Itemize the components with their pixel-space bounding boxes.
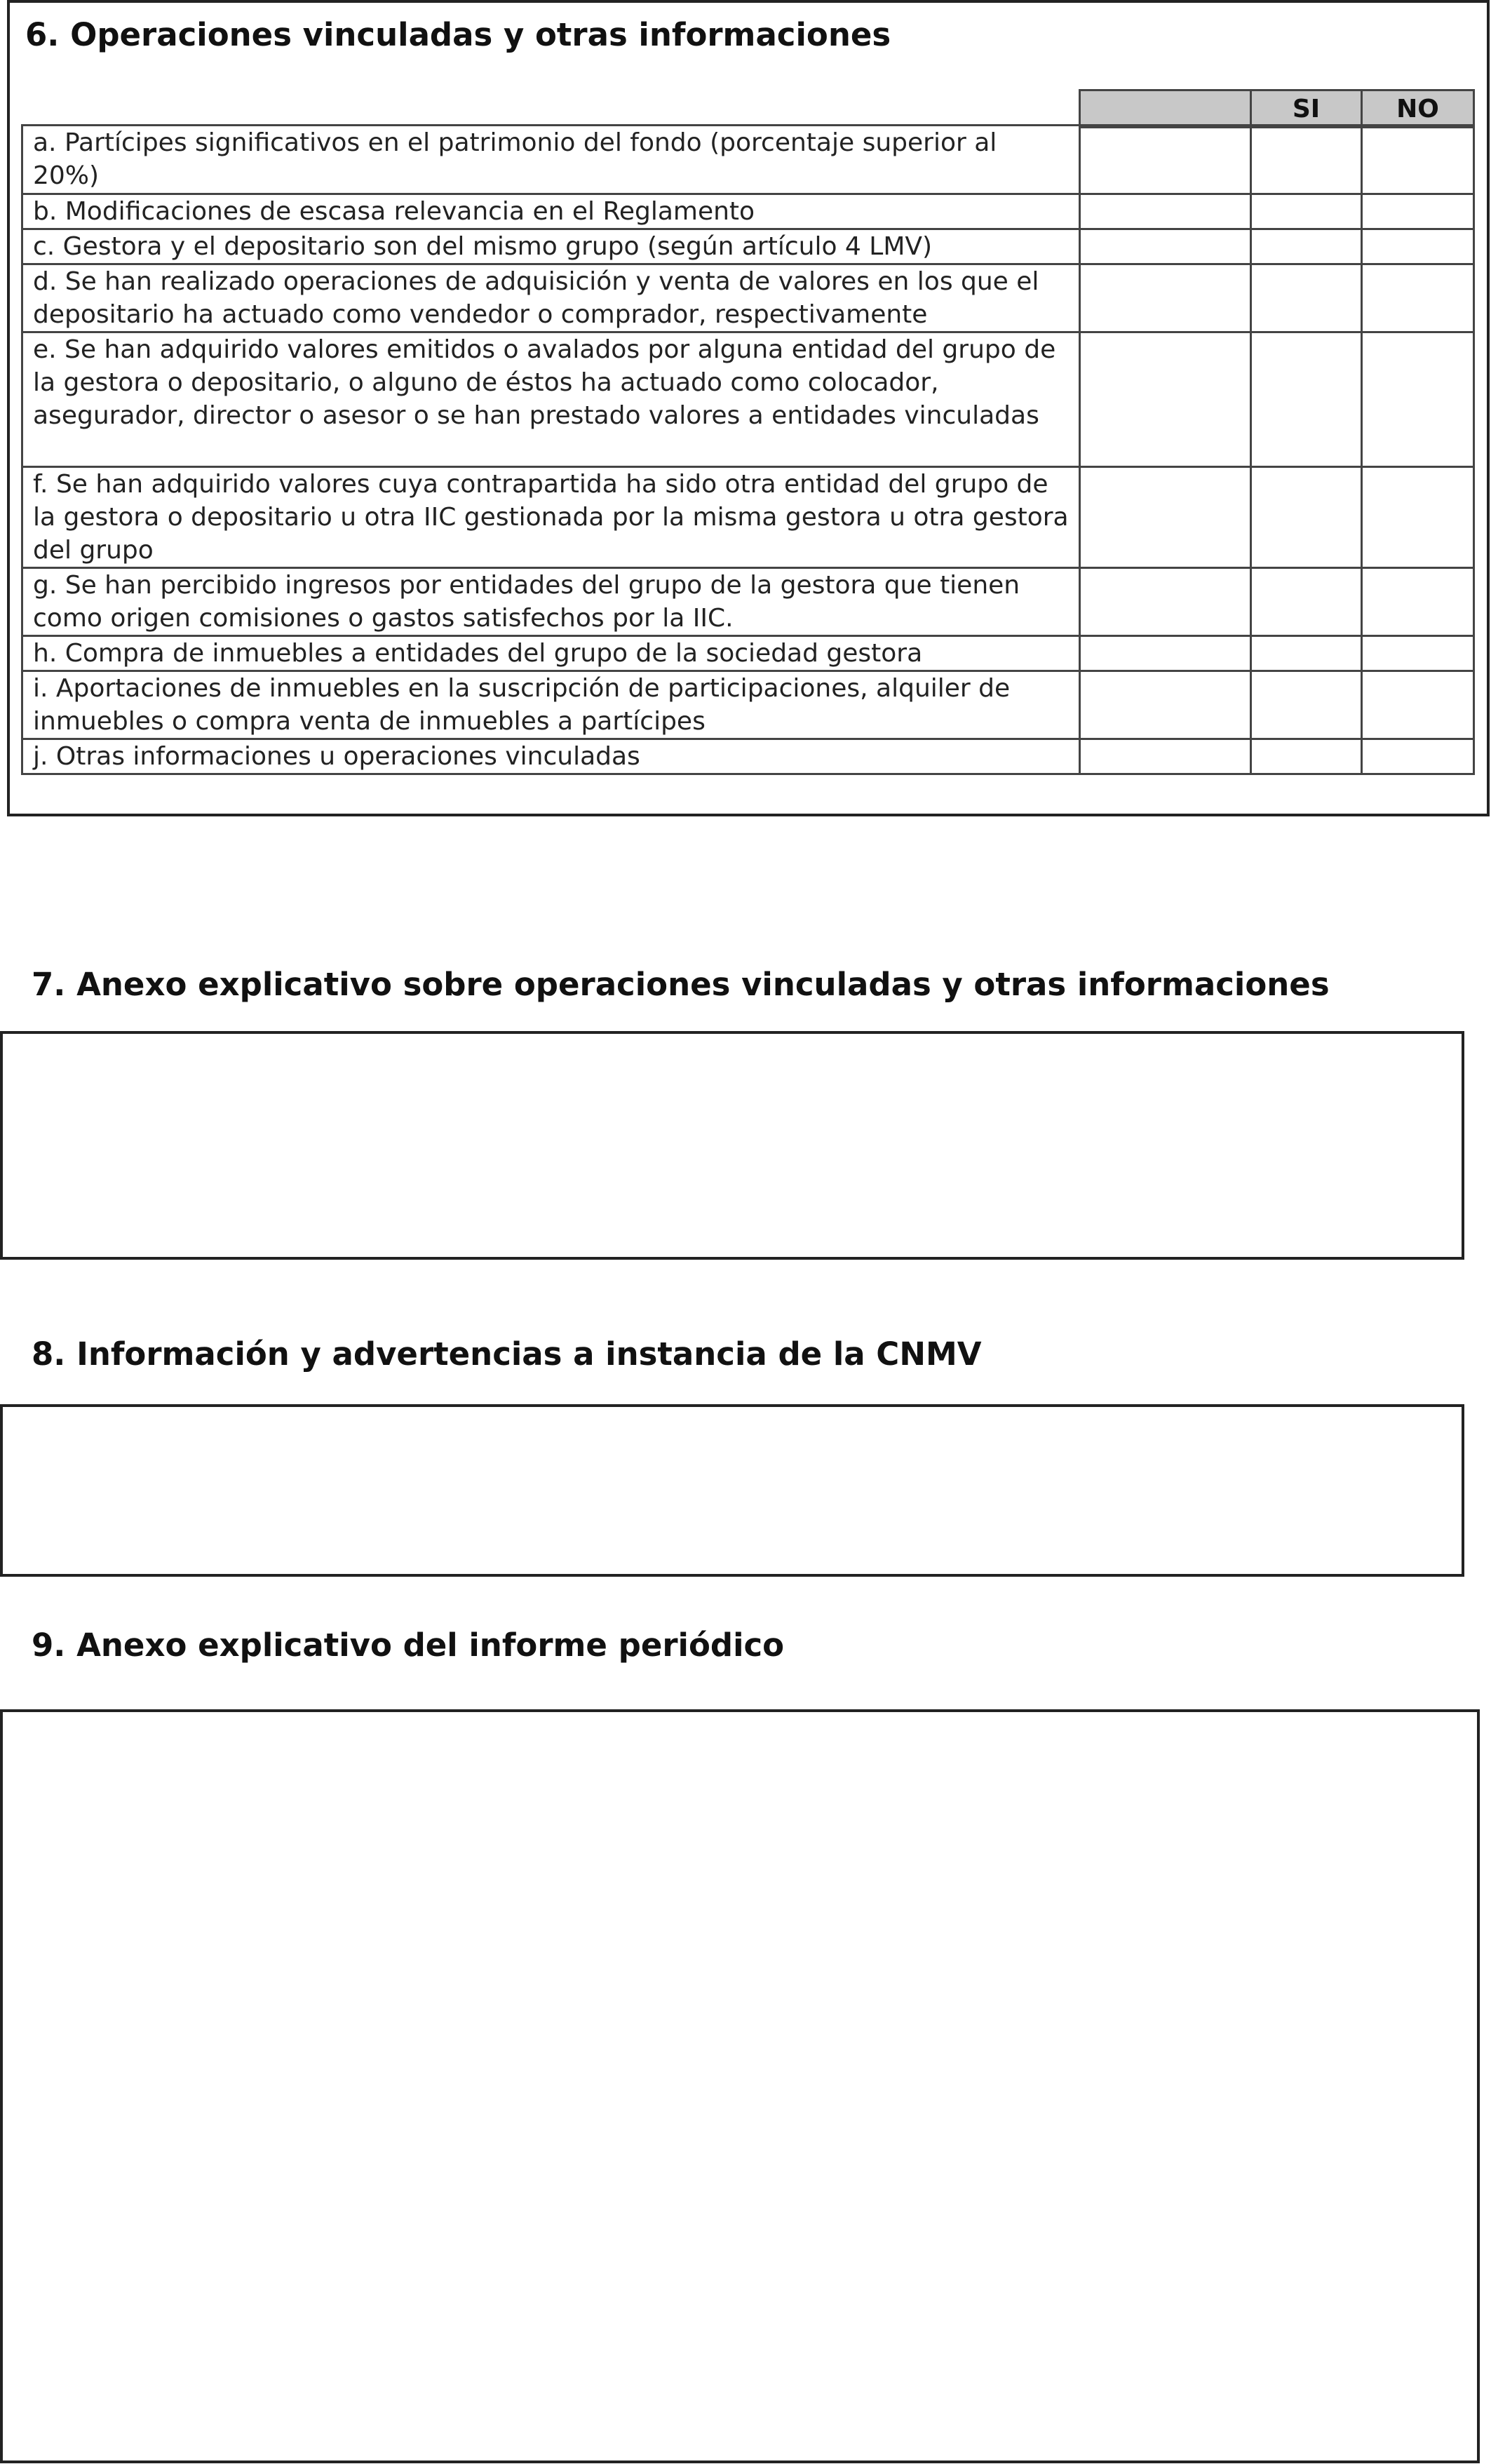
row-c-blank-cell xyxy=(1080,229,1251,264)
section-9-text-box[interactable] xyxy=(0,1709,1480,2463)
row-label-f: f. Se han adquirido valores cuya contrapartida ha sido otra entidad del grupo de la gestora o depositario u otra IIC gestionada por la misma gestora u otra gestora del grupo xyxy=(22,467,1080,568)
row-h-si-cell[interactable] xyxy=(1251,636,1362,671)
table-row xyxy=(22,671,1474,739)
row-g-no-cell[interactable] xyxy=(1362,568,1474,636)
row-e-blank-cell xyxy=(1080,332,1251,467)
table-row xyxy=(22,332,1474,467)
table-row xyxy=(22,739,1474,774)
row-e-no-cell[interactable] xyxy=(1362,332,1474,467)
header-blank-cell xyxy=(1080,90,1251,128)
row-f-no-cell[interactable] xyxy=(1362,467,1474,568)
section-8-text-box[interactable] xyxy=(0,1404,1464,1577)
table-row xyxy=(22,467,1474,568)
section-9-title: 9. Anexo explicativo del informe periódico xyxy=(32,1627,785,1664)
row-label-e: e. Se han adquirido valores emitidos o avalados por alguna entidad del grupo de la gestora o depositario, o alguno de éstos ha actuado como colocador, asegurador, director o asesor o se han prestado valores a entidades vinculadas xyxy=(22,332,1080,467)
row-j-no-cell[interactable] xyxy=(1362,739,1474,774)
header-si: SI xyxy=(1251,90,1362,128)
header-no: NO xyxy=(1362,90,1474,128)
row-g-blank-cell xyxy=(1080,568,1251,636)
row-b-blank-cell xyxy=(1080,194,1251,229)
row-e-si-cell[interactable] xyxy=(1251,332,1362,467)
table-row xyxy=(22,126,1474,194)
row-label-d: d. Se han realizado operaciones de adquisición y venta de valores en los que el depositario ha actuado como vendedor o comprador, respectivamente xyxy=(22,264,1080,332)
row-b-no-cell[interactable] xyxy=(1362,194,1474,229)
row-label-c: c. Gestora y el depositario son del mismo grupo (según artículo 4 LMV) xyxy=(22,229,1080,264)
table-row xyxy=(22,264,1474,332)
row-i-no-cell[interactable] xyxy=(1362,671,1474,739)
row-label-i: i. Aportaciones de inmuebles en la suscripción de participaciones, alquiler de inmuebles o compra venta de inmuebles a partícipes xyxy=(22,671,1080,739)
table-row xyxy=(22,568,1474,636)
row-d-blank-cell xyxy=(1080,264,1251,332)
row-label-a: a. Partícipes significativos en el patrimonio del fondo (porcentaje superior al 20%) xyxy=(22,126,1080,194)
row-label-g: g. Se han percibido ingresos por entidades del grupo de la gestora que tienen como origen comisiones o gastos satisfechos por la IIC. xyxy=(22,568,1080,636)
row-label-h: h. Compra de inmuebles a entidades del grupo de la sociedad gestora xyxy=(22,636,1080,671)
section-7-text-box[interactable] xyxy=(0,1031,1464,1260)
row-i-si-cell[interactable] xyxy=(1251,671,1362,739)
row-d-no-cell[interactable] xyxy=(1362,264,1474,332)
table-row xyxy=(22,194,1474,229)
row-h-blank-cell xyxy=(1080,636,1251,671)
row-a-blank-cell xyxy=(1080,126,1251,194)
table-row xyxy=(22,229,1474,264)
row-j-si-cell[interactable] xyxy=(1251,739,1362,774)
section-7-title: 7. Anexo explicativo sobre operaciones vinculadas y otras informaciones xyxy=(32,966,1330,1003)
row-h-no-cell[interactable] xyxy=(1362,636,1474,671)
row-label-j: j. Otras informaciones u operaciones vinculadas xyxy=(22,739,1080,774)
row-i-blank-cell xyxy=(1080,671,1251,739)
section-6-title: 6. Operaciones vinculadas y otras informaciones xyxy=(25,16,891,53)
row-label-b: b. Modificaciones de escasa relevancia en el Reglamento xyxy=(22,194,1080,229)
operations-table xyxy=(21,124,1475,775)
row-b-si-cell[interactable] xyxy=(1251,194,1362,229)
row-c-si-cell[interactable] xyxy=(1251,229,1362,264)
row-f-blank-cell xyxy=(1080,467,1251,568)
table-row xyxy=(22,636,1474,671)
row-d-si-cell[interactable] xyxy=(1251,264,1362,332)
section-8-title: 8. Información y advertencias a instancia de la CNMV xyxy=(32,1335,982,1373)
row-a-si-cell[interactable] xyxy=(1251,126,1362,194)
checkbox-column-header xyxy=(1079,89,1475,128)
row-g-si-cell[interactable] xyxy=(1251,568,1362,636)
row-f-si-cell[interactable] xyxy=(1251,467,1362,568)
row-a-no-cell[interactable] xyxy=(1362,126,1474,194)
row-c-no-cell[interactable] xyxy=(1362,229,1474,264)
row-j-blank-cell xyxy=(1080,739,1251,774)
